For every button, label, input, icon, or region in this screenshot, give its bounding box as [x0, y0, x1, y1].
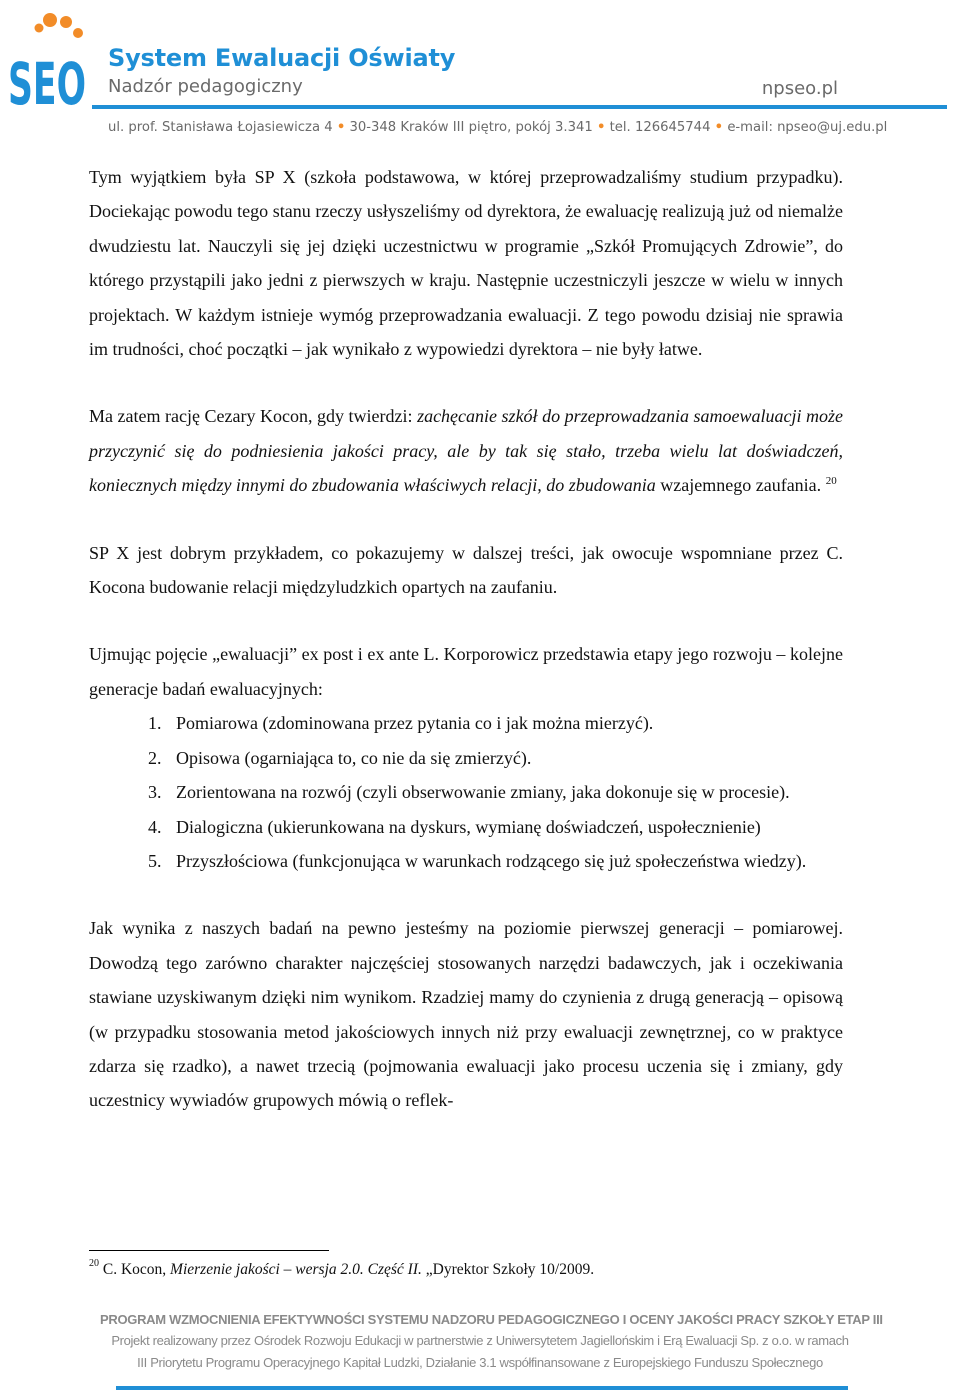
separator-dot: •: [714, 120, 724, 135]
paragraph-kocon-quote: [89, 399, 843, 502]
address-street: ul. prof. Stanisława Łojasiewicza 4: [108, 120, 333, 135]
list-item-number: 1.: [148, 713, 162, 734]
evaluation-generations-list: [89, 706, 843, 878]
list-item-number: 3.: [148, 782, 162, 803]
address-email[interactable]: e-mail: npseo@uj.edu.pl: [727, 120, 888, 135]
list-item-number: 4.: [148, 816, 162, 837]
quote-end: wzajemnego zaufania.: [655, 475, 826, 496]
contact-address: [108, 120, 887, 135]
footnote-divider: [89, 1250, 329, 1251]
address-phone: tel. 126645744: [609, 120, 711, 135]
list-item-number: 5.: [148, 850, 162, 871]
list-item: [148, 810, 843, 844]
footer-divider: [116, 1386, 848, 1390]
org-subtitle: Nadzór pedagogiczny: [108, 76, 303, 97]
page-footer: [100, 1310, 883, 1374]
list-item-text: Dialogiczna (ukierunkowana na dyskurs, wymianę doświadczeń, uspołecznienie): [176, 816, 761, 837]
list-item: [148, 741, 843, 775]
svg-text:SEO: SEO: [8, 50, 86, 118]
list-item: [148, 844, 843, 878]
list-item-text: Pomiarowa (zdominowana przez pytania co i jak można mierzyć).: [176, 713, 654, 734]
paragraph-sp-x-exception: Tym wyjątkiem była SP X (szkoła podstawowa, w której przeprowadzaliśmy studium przypadku). Dociekając powodu tego stanu rzeczy usłyszeliśmy od dyrektora, że ewaluację realizują już od niemalże dwudziestu lat. Nauczyli się jej dzięki uczestnictwu w programie „Szkół Promujących Zdrowie”, do którego przystąpili jako jedni z pierwszych w kraju. Następnie uczestniczyli jeszcze w wielu w innych projektach. W każdym istnieje wymóg przeprowadzania ewaluacji. Z tego powodu dzisiaj nie sprawia im trudności, choć początki – jak wynikało z wypowiedzi dyrektora – nie były łatwe.: [89, 167, 843, 360]
footnote-author: C. Kocon,: [99, 1261, 171, 1278]
separator-dot: •: [336, 120, 346, 135]
paragraph-sp-x-example: SP X jest dobrym przykładem, co pokazujemy w dalszej treści, jak owocuje wspomniane przez C. Kocona budowanie relacji międzyludzkich opartych na zaufaniu.: [89, 542, 843, 598]
header-divider: [92, 105, 947, 109]
address-city: 30-348 Kraków III piętro, pokój 3.341: [349, 120, 593, 135]
seo-logo: [6, 8, 88, 118]
kocon-quotation: zachęcanie szkół do przeprowadzania samoewaluacji może przyczynić się do podniesienia jakości pracy, ale by tak się stało, trzeba wielu lat doświadczeń, koniecznych między innymi do zbudowania właściwych relacji, do zbudowania: [89, 406, 844, 496]
footnote: [89, 1258, 595, 1279]
paragraph-research-findings: Jak wynika z naszych badań na pewno jesteśmy na poziomie pierwszej generacji – pomiarowej. Dowodzą tego zarówno charakter najczęściej stosowanych narzędzi badawczych, jak i oczekiwania stawiane uzyskiwanym dzięki nim wynikom. Rzadziej mamy do czynienia z drugą generacją – opisową (w przypadku stosowania metod jakościowych innych niż przy ewaluacji zewnętrznej, co w praktyce zdarza się rzadko), a nawet trzecią (pojmowania ewaluacji jako procesu uczenia się i zmiany, gdy uczestnicy wywiadów grupowych mówią o reflek-: [89, 918, 843, 1111]
footnote-source: „Dyrektor Szkoły 10/2009.: [421, 1261, 595, 1278]
footnote-number: 20: [89, 1258, 99, 1269]
list-item-number: 2.: [148, 747, 162, 768]
site-url[interactable]: npseo.pl: [761, 78, 838, 99]
footnote-reference[interactable]: 20: [825, 475, 837, 488]
separator-dot: •: [596, 120, 606, 135]
list-item-text: Opisowa (ogarniająca to, co nie da się zmierzyć).: [176, 747, 532, 768]
footer-funding-info: III Priorytetu Programu Operacyjnego Kapitał Ludzki, Działanie 3.1 współfinansowane z Europejskiego Funduszu Społecznego: [137, 1355, 823, 1370]
footer-program-title: PROGRAM WZMOCNIENIA EFEKTYWNOŚCI SYSTEMU NADZORU PEDAGOGICZNEGO I OCENY JAKOŚCI PRACY SZKOŁY ETAP III: [100, 1312, 883, 1327]
main-content: [89, 160, 843, 1118]
list-item: [148, 706, 843, 740]
footnote-title: Mierzenie jakości – wersja 2.0. Część II.: [170, 1261, 422, 1278]
footer-project-info: Projekt realizowany przez Ośrodek Rozwoju Edukacji w partnerstwie z Uniwersytetem Jagiellońskim i Erą Ewaluacji Sp. z o.o. w ramach: [111, 1333, 849, 1348]
list-item-text: Zorientowana na rozwój (czyli obserwowanie zmiany, jaka dokonuje się w procesie).: [176, 782, 790, 803]
list-item-text: Przyszłościowa (funkcjonująca w warunkach rodzącego się już społeczeństwa wiedzy).: [176, 850, 807, 871]
list-item: [148, 775, 843, 809]
org-title: System Ewaluacji Oświaty: [108, 44, 456, 72]
quote-intro: Ma zatem rację Cezary Kocon, gdy twierdzi:: [89, 406, 418, 427]
paragraph-korporowicz: Ujmując pojęcie „ewaluacji” ex post i ex ante L. Korporowicz przedstawia etapy jego rozwoju – kolejne generacje badań ewaluacyjnych:: [89, 644, 843, 699]
